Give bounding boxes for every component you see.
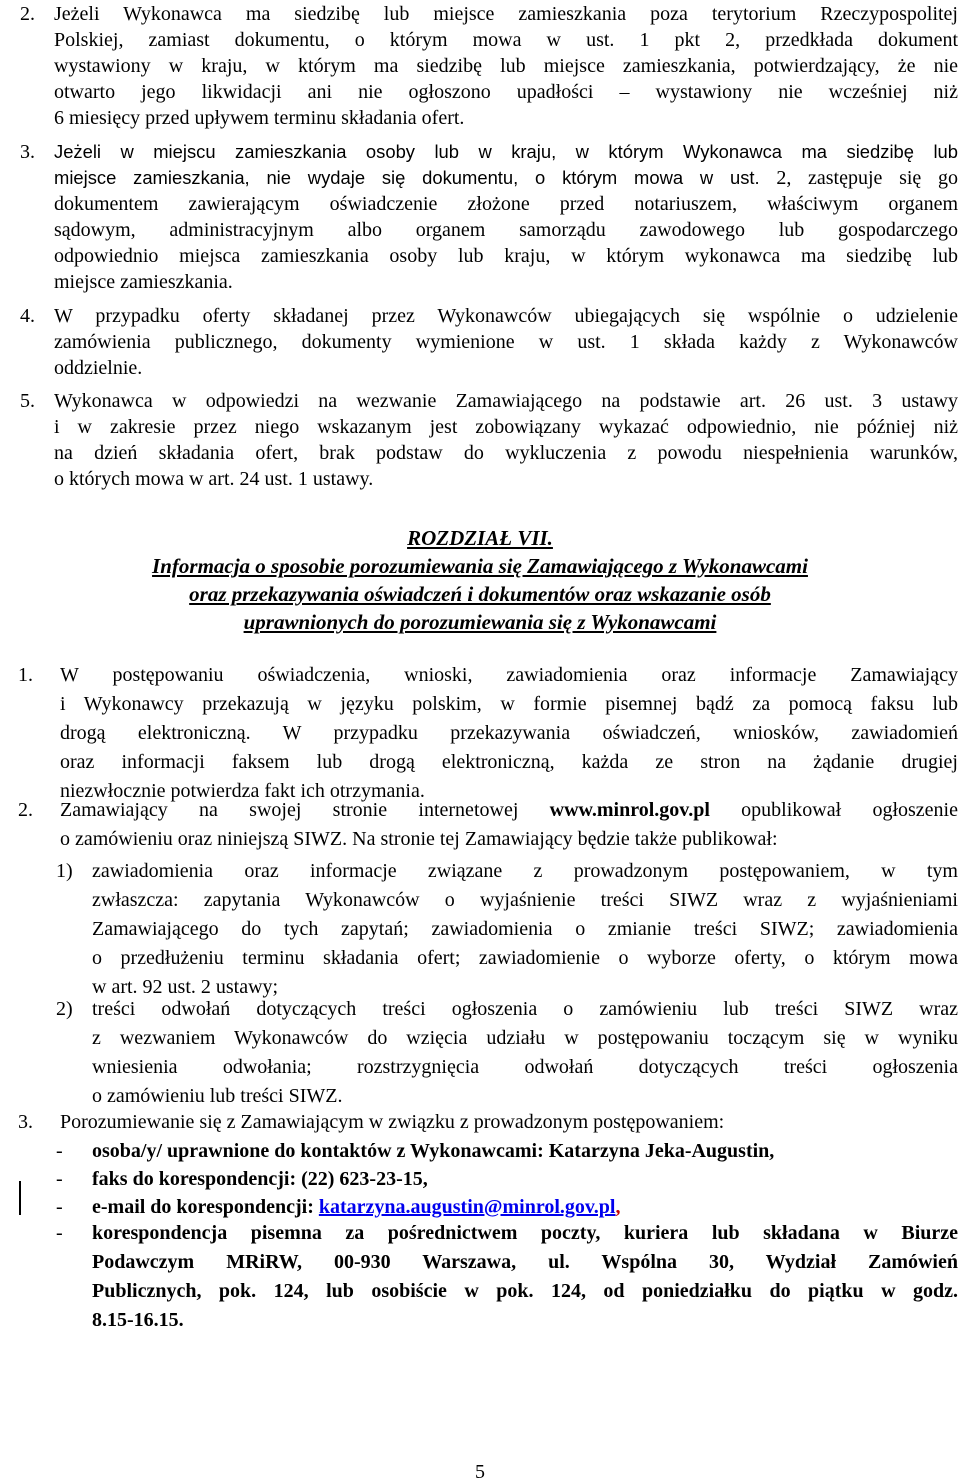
item-line: otwarto jego likwidacji ani nie ogłoszono upadłości – wystawiony nie wcześniej niż bbox=[54, 81, 958, 103]
list-item bbox=[2, 303, 958, 381]
item-number: 1) bbox=[56, 860, 73, 882]
item-number: 1. bbox=[18, 664, 33, 686]
item-line: treści odwołań dotyczących treści ogłoszenia o zamówieniu lub treści SIWZ wraz bbox=[92, 998, 958, 1020]
item-number: 3. bbox=[18, 1111, 33, 1133]
item-line: o przedłużeniu terminu składania ofert; zawiadomienie o wyborze oferty, o którym mowa bbox=[92, 947, 958, 969]
item-line: Jeżeli w miejscu zamieszkania osoby lub w kraju, w którym Wykonawca ma siedzibę lub bbox=[54, 141, 958, 162]
item-line: Wykonawca w odpowiedzi na wezwanie Zamawiającego na podstawie art. 26 ust. 3 ustawy bbox=[54, 390, 958, 412]
item-line: o zamówieniu oraz niniejszą SIWZ. Na stronie tej Zamawiający będzie także publikował: bbox=[60, 828, 778, 850]
item-line: z wezwaniem Wykonawców do wzięcia udziału w postępowaniu toczącym się w wyniku bbox=[92, 1027, 958, 1049]
item-line: zawiadomienia oraz informacje związane z prowadzonym postępowaniem, w tym bbox=[92, 860, 958, 882]
item-line: o zamówieniu lub treści SIWZ. bbox=[92, 1085, 343, 1107]
item-line: zamówienia publicznego, dokumenty wymienione w ust. 1 składa każdy z Wykonawców bbox=[54, 331, 958, 353]
list-item bbox=[18, 661, 958, 806]
item-line: dokumentem zawierającym oświadczenie złożone przed notariuszem, właściwym organem bbox=[54, 193, 958, 215]
item-number: 5. bbox=[20, 390, 35, 412]
item-line: i w zakresie przez niego wskazanym jest zobowiązany wykazać odpowiednio, nie później niż bbox=[54, 416, 958, 438]
item-line: i Wykonawcy przekazują w języku polskim, w formie pisemnej bądź za pomocą faksu lub bbox=[60, 693, 958, 715]
dash-bullet: - bbox=[56, 1168, 63, 1190]
item-number: 4. bbox=[20, 305, 35, 327]
contact-mail bbox=[56, 1219, 958, 1335]
change-bar bbox=[19, 1181, 21, 1215]
list-item bbox=[18, 796, 958, 854]
item-number: 2) bbox=[56, 998, 73, 1020]
sub-list-item bbox=[56, 857, 958, 1002]
dash-bullet: - bbox=[56, 1140, 63, 1162]
item-line: wniesienia odwołania; rozstrzygnięcia odwołań dotyczących treści ogłoszenia bbox=[92, 1056, 958, 1078]
item-line: niezwłocznie potwierdza fakt ich otrzymania. bbox=[60, 780, 425, 802]
item-line: Podawczym MRiRW, 00-930 Warszawa, ul. Wspólna 30, Wydział Zamówień bbox=[92, 1251, 958, 1273]
item-line: odpowiednio miejsca zamieszkania osoby lub kraju, w którym wykonawca ma siedzibę lub bbox=[54, 245, 958, 267]
list-item bbox=[2, 1, 958, 131]
list-item bbox=[18, 1108, 958, 1137]
chapter-subtitle: oraz przekazywania oświadczeń i dokumentów oraz wskazanie osób bbox=[189, 582, 771, 606]
item-line: drogą elektroniczną. W przypadku przekazywania oświadczeń, wniosków, zawiadomień bbox=[60, 722, 958, 744]
sub-list-item bbox=[56, 995, 958, 1111]
item-line: Publicznych, pok. 124, lub osobiście w pok. 124, od poniedziałku do piątku w godz. bbox=[92, 1280, 958, 1302]
chapter-title: ROZDZIAŁ VII. bbox=[407, 526, 553, 550]
item-line: W przypadku oferty składanej przez Wykonawców ubiegających się wspólnie o udzielenie bbox=[54, 305, 958, 327]
item-line: korespondencja pisemna za pośrednictwem poczty, kuriera lub składana w Biurze bbox=[92, 1222, 958, 1244]
dash-bullet: - bbox=[56, 1222, 63, 1244]
page-number: 5 bbox=[475, 1461, 485, 1483]
item-line: Polskiej, zamiast dokumentu, o którym mowa w ust. 1 pkt 2, przedkłada dokument bbox=[54, 29, 958, 51]
item-line: na dzień składania ofert, brak podstaw do wykluczenia z powodu niespełnienia warunków, bbox=[54, 442, 958, 464]
list-item bbox=[2, 139, 958, 295]
item-line: zwłaszcza: zapytania Wykonawców o wyjaśnienie treści SIWZ wraz z wyjaśnieniami bbox=[92, 889, 958, 911]
contact-email: - e-mail do korespondencji: katarzyna.augustin@minrol.gov.pl, bbox=[56, 1193, 958, 1222]
contact-fax: - faks do korespondencji: (22) 623-23-15, bbox=[56, 1165, 958, 1194]
list-item bbox=[2, 388, 958, 492]
item-number: 3. bbox=[20, 141, 35, 163]
item-line: Zamawiającego do tych zapytań; zawiadomienia o zmianie treści SIWZ; zawiadomienia bbox=[92, 918, 958, 940]
item-line-mixed: miejsce zamieszkania, nie wydaje się dokumentu, o którym mowa w ust. 2, zastępuje się go bbox=[54, 167, 959, 189]
website-url: www.minrol.gov.pl bbox=[549, 799, 710, 821]
item-line: Jeżeli Wykonawca ma siedzibę lub miejsce zamieszkania poza terytorium Rzeczypospolitej bbox=[54, 3, 958, 25]
item-line: oraz informacji faksem lub drogą elektroniczną, każda ze stron na żądanie drugiej bbox=[60, 751, 958, 773]
item-line: 8.15-16.15. bbox=[92, 1309, 184, 1331]
item-line: Porozumiewanie się z Zamawiającym w związku z prowadzonym postępowaniem: bbox=[60, 1111, 725, 1133]
item-number: 2. bbox=[20, 3, 35, 25]
email-link[interactable]: katarzyna.augustin@minrol.gov.pl bbox=[318, 1196, 616, 1218]
contact-person: - osoba/y/ uprawnione do kontaktów z Wykonawcami: Katarzyna Jeka-Augustin, bbox=[56, 1137, 958, 1166]
item-line: w art. 92 ust. 2 ustawy; bbox=[92, 976, 279, 998]
chapter-subtitle: uprawnionych do porozumiewania się z Wykonawcami bbox=[243, 610, 717, 634]
item-line: wystawiony w kraju, w którym ma siedzibę lub miejsce zamieszkania, potwierdzający, że nie bbox=[54, 55, 958, 77]
item-number: 2. bbox=[18, 799, 33, 821]
chapter-subtitle: Informacja o sposobie porozumiewania się Zamawiającego z Wykonawcami bbox=[152, 554, 808, 578]
dash-bullet: - bbox=[56, 1196, 63, 1218]
item-line: sądowym, administracyjnym albo organem samorządu zawodowego lub gospodarczego bbox=[54, 219, 958, 241]
item-line: miejsce zamieszkania. bbox=[54, 271, 233, 293]
item-line: oddzielnie. bbox=[54, 357, 143, 379]
item-line: W postępowaniu oświadczenia, wnioski, zawiadomienia oraz informacje Zamawiający bbox=[60, 664, 958, 686]
item-line: 6 miesięcy przed upływem terminu składania ofert. bbox=[54, 107, 465, 129]
item-line-mixed: Zamawiający na swojej stronie internetowej www.minrol.gov.pl opublikował ogłoszenie bbox=[60, 799, 958, 821]
item-line: o których mowa w art. 24 ust. 1 ustawy. bbox=[54, 468, 374, 490]
